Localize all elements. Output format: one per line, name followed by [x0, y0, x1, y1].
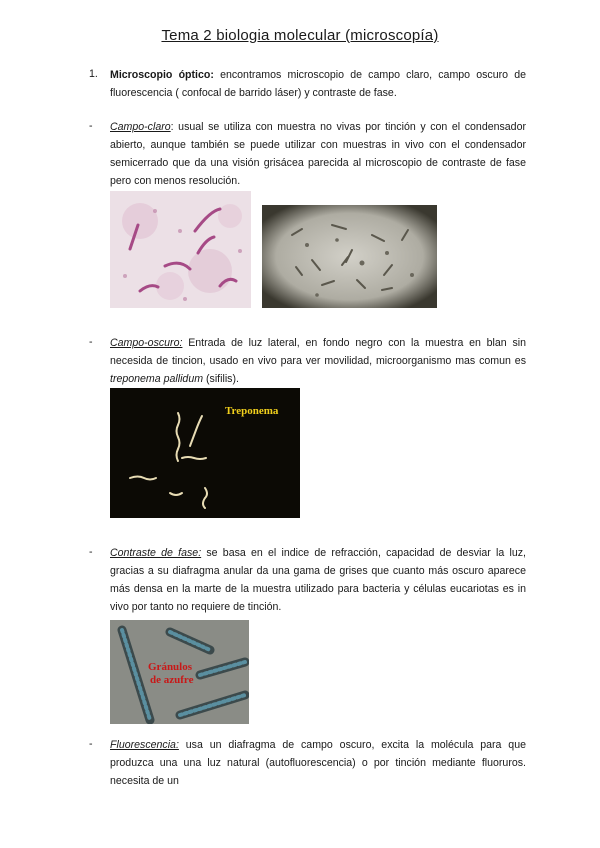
term-contraste-fase: Contraste de fase: [110, 547, 202, 559]
bullet-marker: - [89, 336, 93, 348]
paragraph-contraste-fase [110, 544, 526, 616]
text-contraste-fase: se basa en el indice de refracción, capacidad de desviar la luz, gracias a su diafragma anular da una gama de grises que cuanto más oscuro aparece más densa en la marte de la muestra utilizado para bacteria y células eucariotas es in vivo por tanto no requiere de tinción. [110, 547, 527, 613]
paragraph-microscopio-optico [110, 66, 526, 102]
text-fluorescencia: usa un diafragma de campo oscuro, excita la molécula para que produzca una una luz natural (autofluorescencia) o por tinción mediante fluoruros. necesita de un [110, 739, 526, 787]
granulos-label: Gránulos [148, 661, 193, 673]
paragraph-fluorescencia [110, 736, 526, 790]
bullet-marker: - [89, 546, 93, 558]
bullet-marker: - [89, 738, 93, 750]
treponema-label: Treponema [225, 405, 279, 417]
paragraph-campo-oscuro [110, 334, 526, 388]
text-microscopio-optico: encontramos microscopio de campo claro, campo oscuro de fluorescencia ( confocal de barrido láser) y contraste de fase. [110, 69, 527, 99]
paragraph-campo-claro [110, 118, 526, 190]
text-campo-oscuro: Entrada de luz lateral, en fondo negro con la muestra en blan sin necesida de tincion, usado en vivo para ver movilidad, microorganismo mas comun es [110, 337, 526, 367]
list-number: 1. [89, 68, 98, 80]
text-campo-oscuro-end: (sifilis). [203, 373, 239, 385]
species-name: treponema pallidum [110, 373, 204, 385]
text-campo-claro: : usual se utiliza con muestra no vivas por tinción y con el condensador abierto, aunque también se puede utilizar con muestras in vivo con el condensador semicerrado que da una visión grisácea parecida al microscopio de contraste de fase pero con menos resolución. [110, 121, 526, 187]
term-microscopio-optico: Microscopio óptico: [110, 69, 214, 81]
brightfield-stained-image [110, 191, 251, 308]
page-title: Tema 2 biologia molecular (microscopía) [161, 27, 439, 44]
term-campo-claro: Campo-claro [110, 121, 171, 133]
term-campo-oscuro: Campo-oscuro: [110, 337, 183, 349]
term-fluorescencia: Fluorescencia: [110, 739, 179, 751]
phase-contrast-image [110, 620, 249, 724]
bullet-marker: - [89, 120, 93, 132]
darkfield-treponema-image [110, 388, 300, 518]
azufre-label: de azufre [150, 674, 194, 686]
brightfield-unstained-image [262, 205, 437, 308]
